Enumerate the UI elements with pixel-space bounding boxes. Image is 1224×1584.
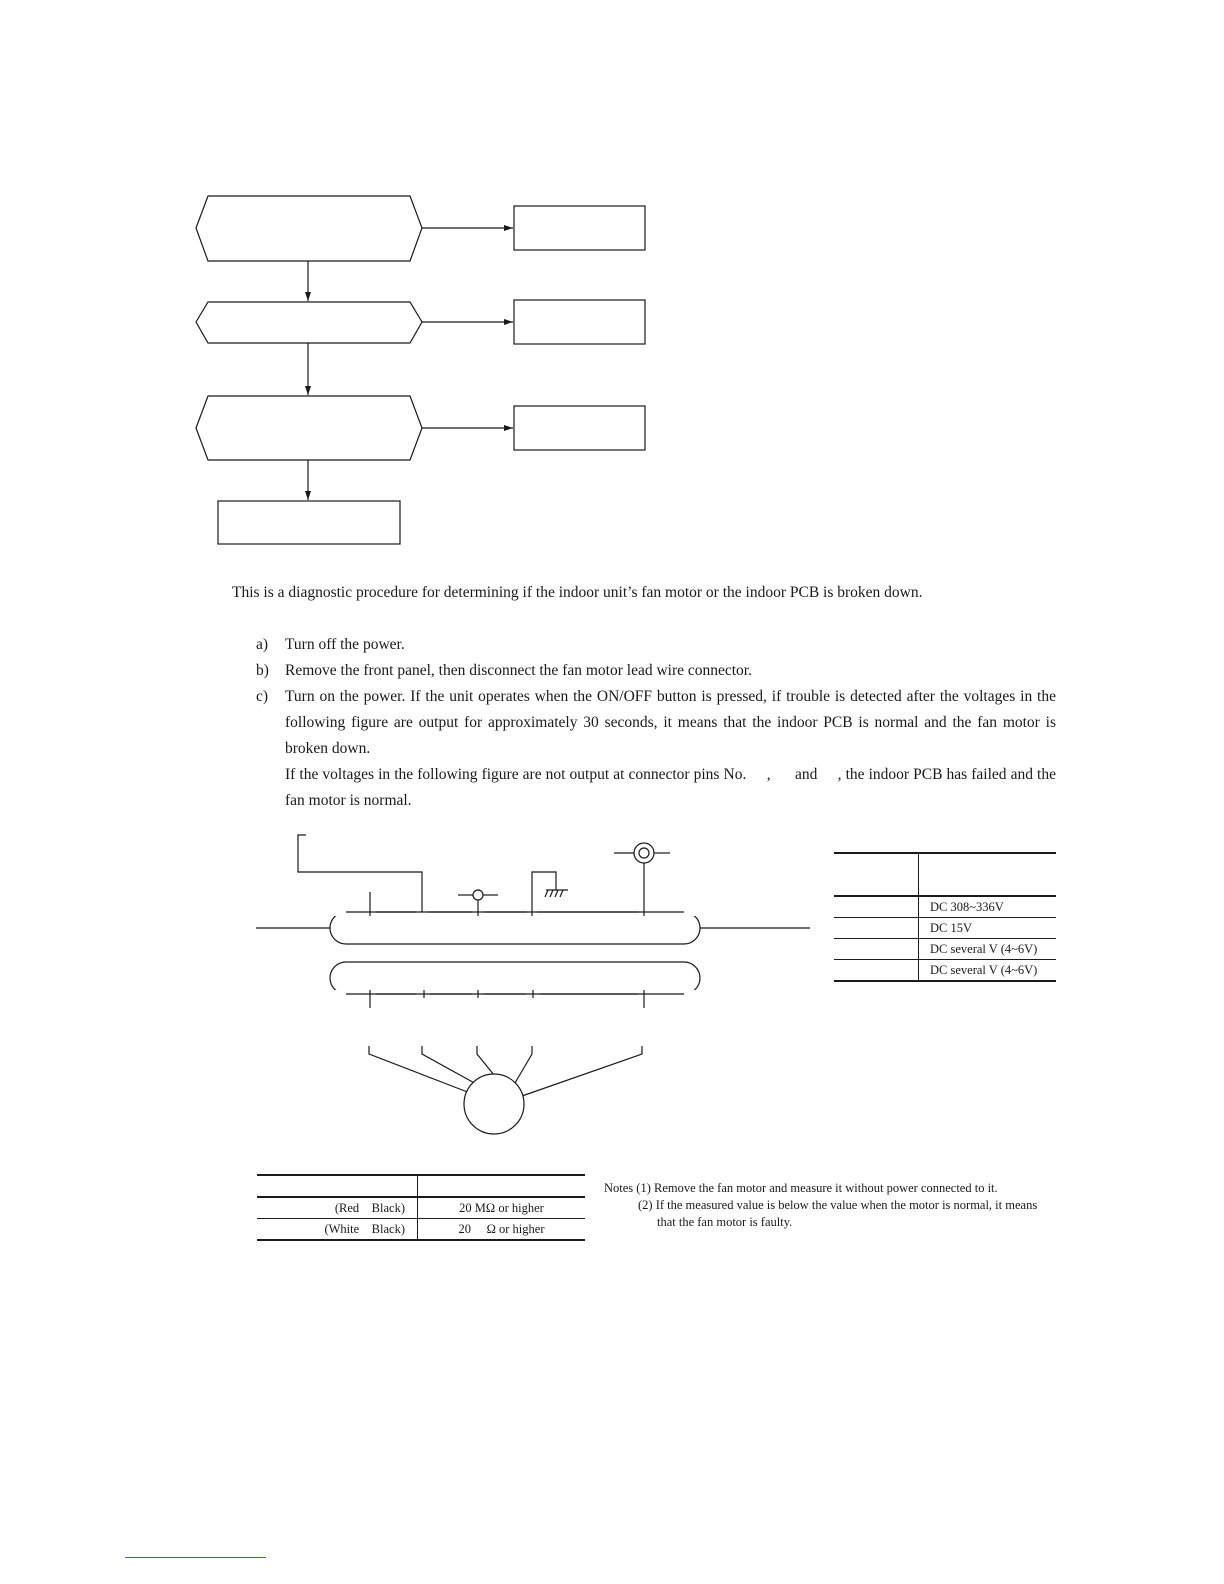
intro-text: This is a diagnostic procedure for determining if the indoor unit’s fan motor or the indoor PCB is broken down. (232, 584, 923, 601)
step-label: b) (256, 662, 269, 679)
wire-pair-cell: (White Black) (257, 1219, 418, 1241)
step-b (256, 658, 1056, 684)
step-text: Remove the front panel, then disconnect the fan motor lead wire connector. (285, 662, 752, 679)
step-text: Turn off the power. (285, 636, 405, 653)
voltage-cell: DC several V (4~6V) (919, 939, 1057, 960)
flow-result-3 (514, 406, 645, 450)
voltage-table (834, 852, 1056, 982)
resistance-table (257, 1174, 585, 1241)
note-line-1: Notes (1) Remove the fan motor and measure it without power connected to it. (604, 1181, 998, 1195)
step-label: a) (256, 636, 269, 653)
step-a (256, 632, 1056, 658)
table-row (834, 918, 1056, 939)
note-line-2: (2) If the measured value is below the value when the motor is normal, it means (638, 1198, 1038, 1212)
pin-cell (834, 960, 919, 982)
flow-decision-3 (196, 396, 422, 460)
voltage-cell: DC several V (4~6V) (919, 960, 1057, 982)
table-row (257, 1197, 585, 1219)
step-label: c) (256, 688, 269, 705)
pin-cell (834, 896, 919, 918)
flow-decision-1 (196, 196, 422, 261)
flow-final-box (218, 501, 400, 544)
table-row (834, 939, 1056, 960)
step-c (256, 684, 1060, 814)
pin-cell (834, 918, 919, 939)
resistance-cell: 20 Ω or higher (418, 1219, 586, 1241)
footer-link-underline[interactable] (125, 1557, 266, 1558)
voltage-cell: DC 308~336V (919, 896, 1057, 918)
table-row (834, 960, 1056, 982)
flow-decision-2 (196, 302, 422, 343)
resistance-cell: 20 MΩ or higher (418, 1197, 586, 1219)
step-text: Turn on the power. If the unit operates when the ON/OFF button is pressed, if trouble is detected after the voltages in the following figure are output for approximately 30 seconds, it means that the indoor PCB is normal and the fan motor is broken down. (285, 688, 1056, 757)
step-text-continued: If the voltages in the following figure are not output at connector pins No. , and , the indoor PCB has failed and the fan motor is normal. (285, 766, 1060, 809)
procedure-steps (256, 632, 1060, 814)
pin-cell (834, 939, 919, 960)
flow-result-2 (514, 300, 645, 344)
table-row (834, 896, 1056, 918)
table-row (257, 1219, 585, 1241)
wiring-diagram (256, 835, 810, 1134)
fan-motor-symbol (464, 1074, 524, 1134)
notes-block (604, 1180, 1037, 1231)
note-line-3: that the fan motor is faulty. (657, 1215, 793, 1229)
voltage-cell: DC 15V (919, 918, 1057, 939)
wire-pair-cell: (Red Black) (257, 1197, 418, 1219)
flow-result-1 (514, 206, 645, 250)
